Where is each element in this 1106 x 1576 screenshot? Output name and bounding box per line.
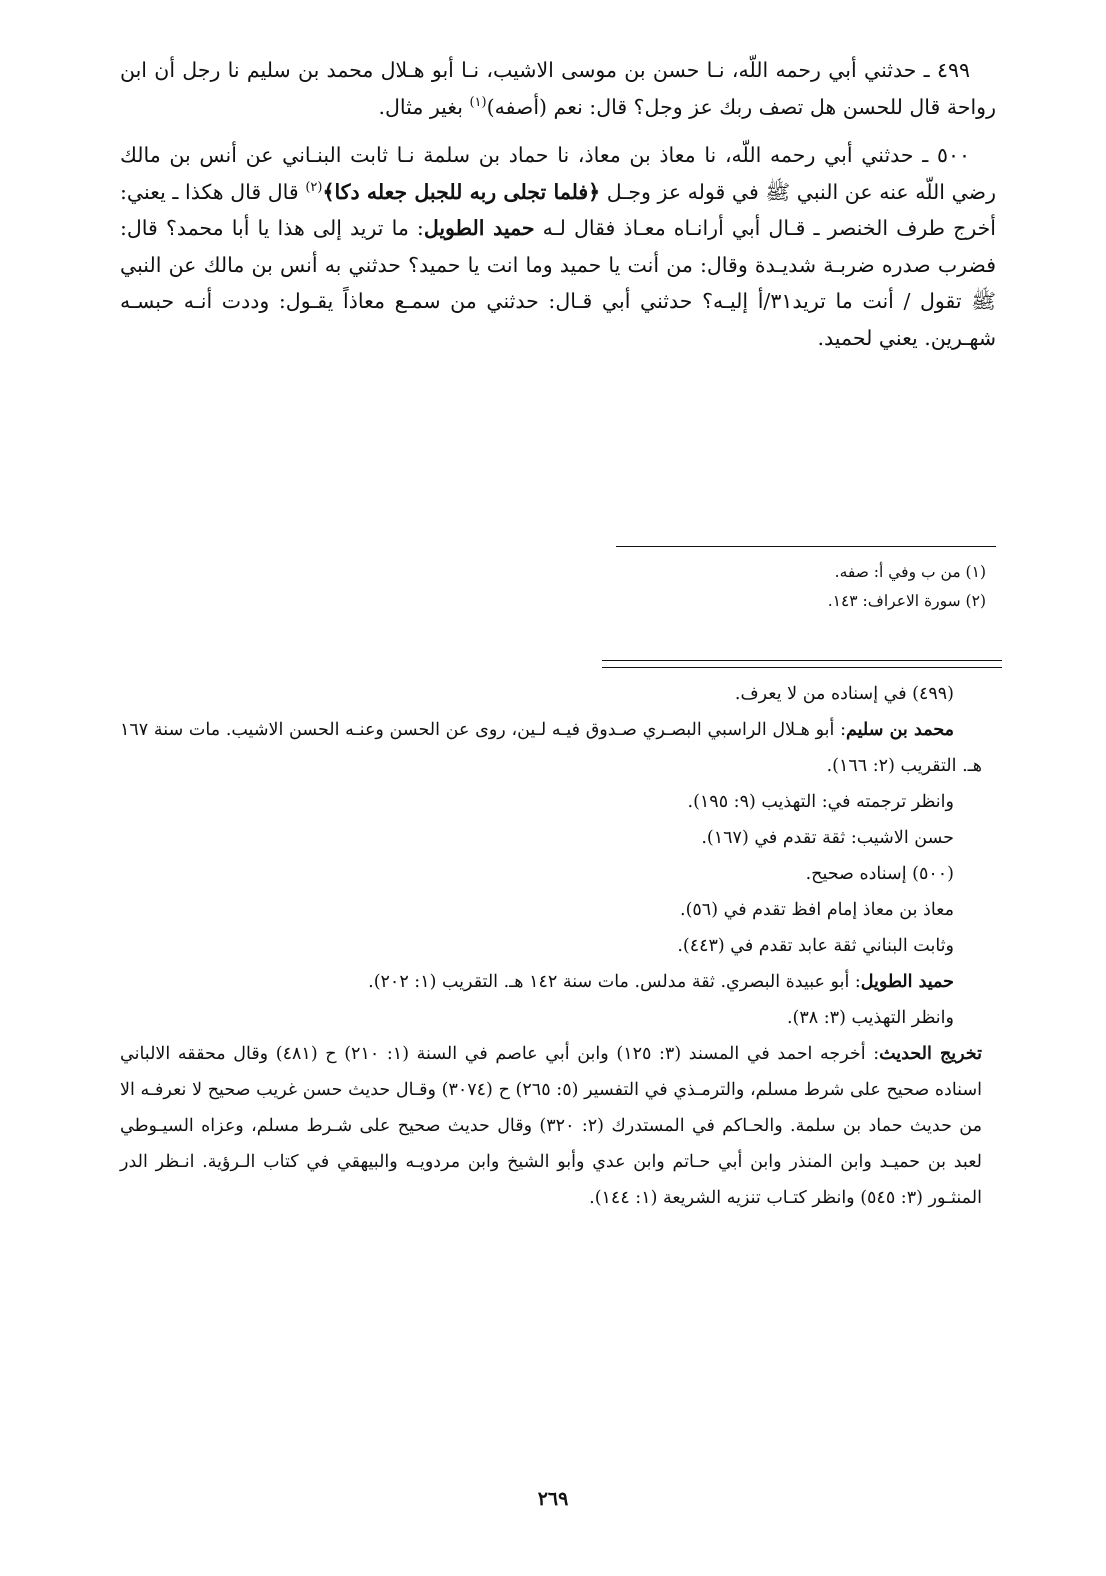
footnote-2: (٢) سورة الاعراف: ١٤٣. bbox=[827, 592, 986, 610]
commentary-humaid bbox=[120, 964, 982, 1000]
commentary-takhrij bbox=[120, 1036, 982, 1216]
footnote-divider bbox=[616, 546, 996, 547]
page-number: ٢٦٩ bbox=[537, 1488, 569, 1510]
commentary-takhrij-label: تخريج الحديث bbox=[879, 1044, 982, 1064]
commentary-499: (٤٩٩) في إسناده من لا يعرف. bbox=[734, 684, 954, 704]
footnotes bbox=[486, 558, 986, 616]
hadith-499 bbox=[120, 52, 996, 125]
commentary-500: (٥٠٠) إسناده صحيح. bbox=[805, 864, 954, 884]
commentary bbox=[120, 676, 982, 1216]
margin-reference: ٣١/أ bbox=[757, 289, 793, 313]
hadith-500-text-b: قال قال هكذا ـ يعني: أخرج طرف الخنصر ـ قـال أبي أرانـاه معـاذ فقال لـه bbox=[120, 179, 997, 240]
commentary-tahdhib-2: وانظر التهذيب (٣: ٣٨). bbox=[786, 1008, 954, 1028]
commentary-hasan: حسن الاشيب: ثقة تقدم في (١٦٧). bbox=[701, 828, 954, 848]
footnote-marker-1: (١) bbox=[469, 94, 487, 110]
commentary-muadh: معاذ بن معاذ إمام افظ تقدم في (٥٦). bbox=[680, 900, 954, 920]
hadith-500-text-c: : ما تريد إلى هذا يا أبا محمد؟ قال: فضرب صدره ضربـة شديـدة وقال: من أنت يا حميد وما انت يا حميد؟ حدثني به أنس بن مالك عن النبي ﷺ تقول / أنت ما تريد bbox=[120, 216, 996, 313]
commentary-divider bbox=[602, 660, 1002, 668]
commentary-tahdhib-1: وانظر ترجمته في: التهذيب (٩: ١٩٥). bbox=[687, 792, 954, 812]
commentary-muhammad-label: محمد بن سليم bbox=[845, 720, 954, 740]
hadith-499-end: بغير مثال. bbox=[378, 94, 470, 119]
footnote-marker-2: (٢) bbox=[305, 179, 323, 195]
narrator-name: حميد الطويل bbox=[423, 216, 535, 240]
commentary-takhrij-text: : أخرجه احمد في المسند (٣: ١٢٥) وابن أبي عاصم في السنة (١: ٢١٠) ح (٤٨١) وقال محققه الالباني اسناده صحيح على شرط مسلم، والترمـذي في التفسير (٥: ٢٦٥) ح (٣٠٧٤) وقـال حديث حسن غريب صحيح لا نعرفـه الا من حديث حماد بن سلمة. والحـاكم في المستدرك (٢: ٣٢٠) وقال حديث صحيح على شـرط مسلم، وعزاه السيـوطي لعبد بن حميـد وابن المنذر وابن أبي حـاتم وابن عدي وأبو الشيخ وابن مردويـه والبيهقي في كتاب الـرؤية. انـظر الدر المنثـور (٣: ٥٤٥) وانظر كتـاب تنزيه الشريعة (١: ١٤٤). bbox=[120, 1044, 982, 1208]
hadith-500 bbox=[120, 137, 996, 356]
commentary-thabit: وثابت البناني ثقة عابد تقدم في (٤٤٣). bbox=[677, 936, 954, 956]
commentary-muhammad bbox=[120, 712, 982, 784]
main-text bbox=[120, 52, 996, 368]
hadith-499-text: ٤٩٩ ـ حدثني أبي رحمه اللّه، نـا حسن بن موسى الاشيب، نـا أبو هـلال محمد بن سليم نا رجل أن ابن رواحة قال للحسن هل تصف ربك عز وجل؟ قال: نعم (أصفه) bbox=[120, 58, 996, 119]
commentary-muhammad-text: : أبو هـلال الراسبي البصـري صـدوق فيـه لـين، روى عن الحسن وعنـه الحسن الاشيب. مات سنة ١٦٧ هـ. التقريب (٢: ١٦٦). bbox=[120, 720, 982, 776]
commentary-humaid-label: حميد الطويل bbox=[860, 972, 954, 992]
footnote-1: (١) من ب وفي أ: صفه. bbox=[834, 563, 986, 581]
hadith-500-text-a: ٥٠٠ ـ حدثني أبي رحمه اللّه، نا معاذ بن معاذ، نا حماد بن سلمة نـا ثابت البنـاني عن أنس بن مالك رضي اللّه عنه عن النبي ﷺ في قوله عز وجـل bbox=[120, 143, 996, 204]
commentary-humaid-text: : أبو عبيدة البصري. ثقة مدلس. مات سنة ١٤٢ هـ. التقريب (١: ٢٠٢). bbox=[368, 972, 861, 992]
hadith-500-text-d: إليـه؟ حدثني أبي قـال: حدثني من سمـع معاذاً يقـول: وددت أنـه حبسـه شهـرين. يعني لحميد. bbox=[120, 289, 996, 350]
quran-verse: ﴿فلما تجلى ربه للجبل جعله دكا﴾ bbox=[322, 179, 601, 204]
